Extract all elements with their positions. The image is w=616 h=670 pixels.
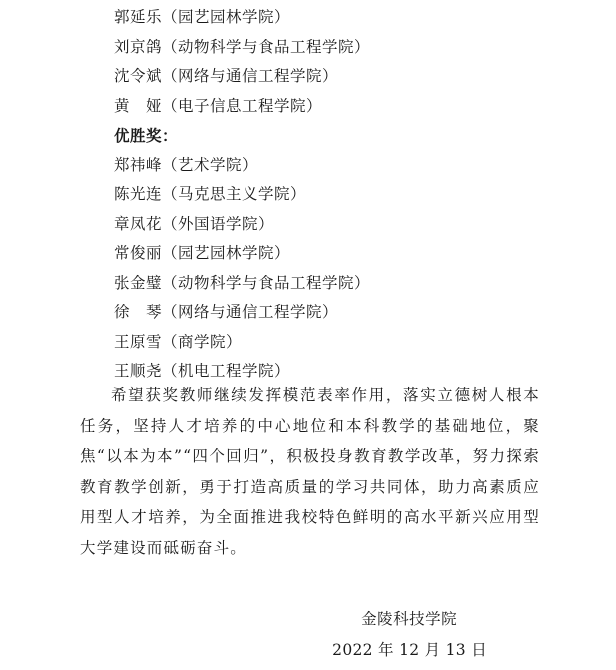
award-list xyxy=(114,3,370,387)
award-winner-line: 常俊丽（园艺园林学院） xyxy=(114,244,291,262)
award-winner-line: 沈令斌（网络与通信工程学院） xyxy=(114,67,339,85)
closing-paragraph: 希望获奖教师继续发挥模范表率作用，落实立德树人根本任务，坚持人才培养的中心地位和本科教学的基础地位，聚焦“以本为本”“四个回归”，积极投身教育教学改革，努力探索教育教学创新，勇于打造高质量的学习共同体，助力高素质应用型人才培养，为全面推进我校特色鲜明的高水平新兴应用型大学建设而砥砺奋斗。 xyxy=(80,386,540,557)
award-winner-line: 章凤花（外国语学院） xyxy=(114,214,275,233)
award-winner-line: 郭延乐（园艺园林学院） xyxy=(114,8,291,26)
signing-organization: 金陵科技学院 xyxy=(361,610,458,628)
award-winner-line: 刘京鸽（动物科学与食品工程学院） xyxy=(114,37,371,56)
award-winner-line: 王原雪（商学院） xyxy=(114,332,243,351)
award-winner-line: 徐 琴（网络与通信工程学院） xyxy=(114,303,339,321)
signature-block xyxy=(332,604,486,666)
signing-date: 2022 年 12 月 13 日 xyxy=(332,641,487,659)
award-winner-line: 张金璧（动物科学与食品工程学院） xyxy=(114,273,371,292)
award-winner-line: 陈光连（马克思主义学院） xyxy=(114,185,307,203)
award-winner-line: 郑祎峰（艺术学院） xyxy=(114,155,259,174)
award-category-heading: 优胜奖： xyxy=(114,126,179,145)
award-winner-line: 黄 娅（电子信息工程学院） xyxy=(114,96,323,115)
award-winner-line: 王顺尧（机电工程学院） xyxy=(114,362,291,380)
